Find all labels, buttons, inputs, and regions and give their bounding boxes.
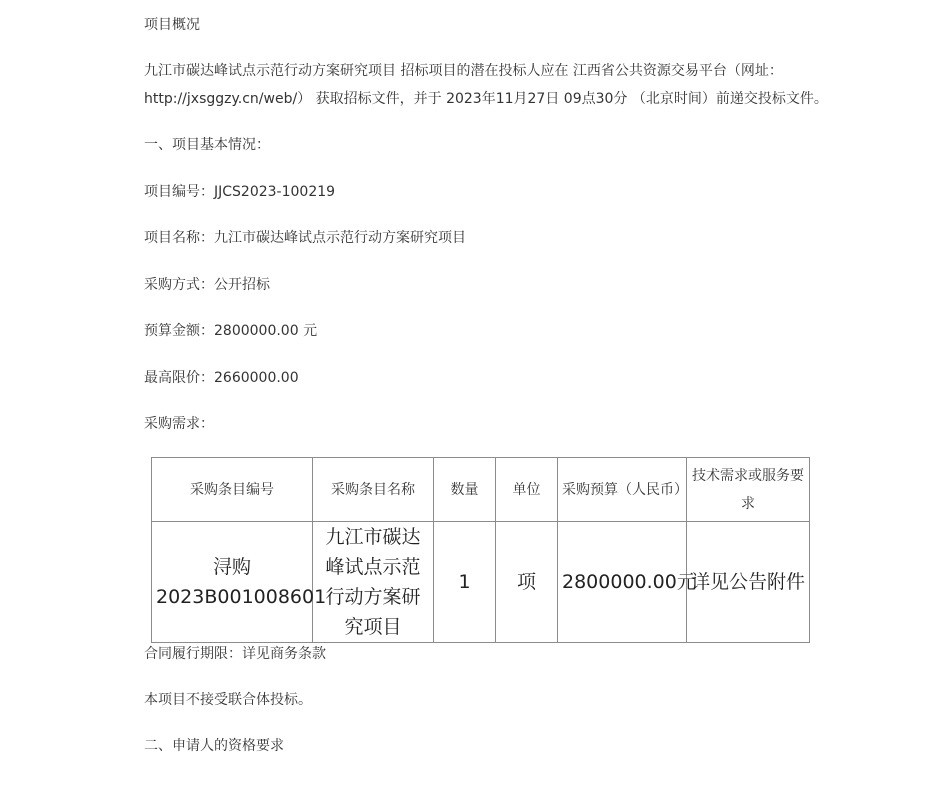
header-unit: 单位 bbox=[496, 458, 558, 522]
max-price: 最高限价：2660000.00 bbox=[144, 370, 299, 386]
header-budget: 采购预算（人民币） bbox=[558, 458, 687, 522]
procurement-method: 采购方式：公开招标 bbox=[144, 277, 270, 293]
overview-text-line-2: http://jxsggzy.cn/web/） 获取招标文件，并于 2023年11月27日 09点30分 （北京时间）前递交投标文件。 bbox=[144, 91, 828, 107]
table-header-row bbox=[152, 458, 810, 522]
cell-item-no: 浔购2023B001008601 bbox=[152, 522, 313, 643]
contract-period: 合同履行期限：详见商务条款 bbox=[144, 646, 326, 662]
header-item-name: 采购条目名称 bbox=[313, 458, 434, 522]
procurement-table bbox=[151, 457, 810, 643]
cell-unit: 项 bbox=[496, 522, 558, 643]
header-requirement: 技术需求或服务要求 bbox=[687, 458, 810, 522]
budget-amount: 预算金额：2800000.00 元 bbox=[144, 323, 318, 339]
consortium-note: 本项目不接受联合体投标。 bbox=[144, 692, 312, 708]
table-row bbox=[152, 522, 810, 643]
overview-text-line-1: 九江市碳达峰试点示范行动方案研究项目 招标项目的潜在投标人应在 江西省公共资源交易平台（网址： bbox=[144, 63, 783, 79]
section-2-title: 二、申请人的资格要求 bbox=[144, 738, 284, 754]
cell-requirement: 详见公告附件 bbox=[687, 522, 810, 643]
overview-heading: 项目概况 bbox=[144, 17, 200, 33]
requirement-label: 采购需求： bbox=[144, 416, 214, 432]
header-quantity: 数量 bbox=[434, 458, 496, 522]
project-name: 项目名称：九江市碳达峰试点示范行动方案研究项目 bbox=[144, 230, 466, 246]
project-number: 项目编号：JJCS2023-100219 bbox=[144, 184, 336, 200]
cell-budget: 2800000.00元 bbox=[558, 522, 687, 643]
cell-quantity: 1 bbox=[434, 522, 496, 643]
section-1-title: 一、项目基本情况： bbox=[144, 137, 270, 153]
header-item-no: 采购条目编号 bbox=[152, 458, 313, 522]
cell-item-name: 九江市碳达峰试点示范行动方案研究项目 bbox=[313, 522, 434, 643]
